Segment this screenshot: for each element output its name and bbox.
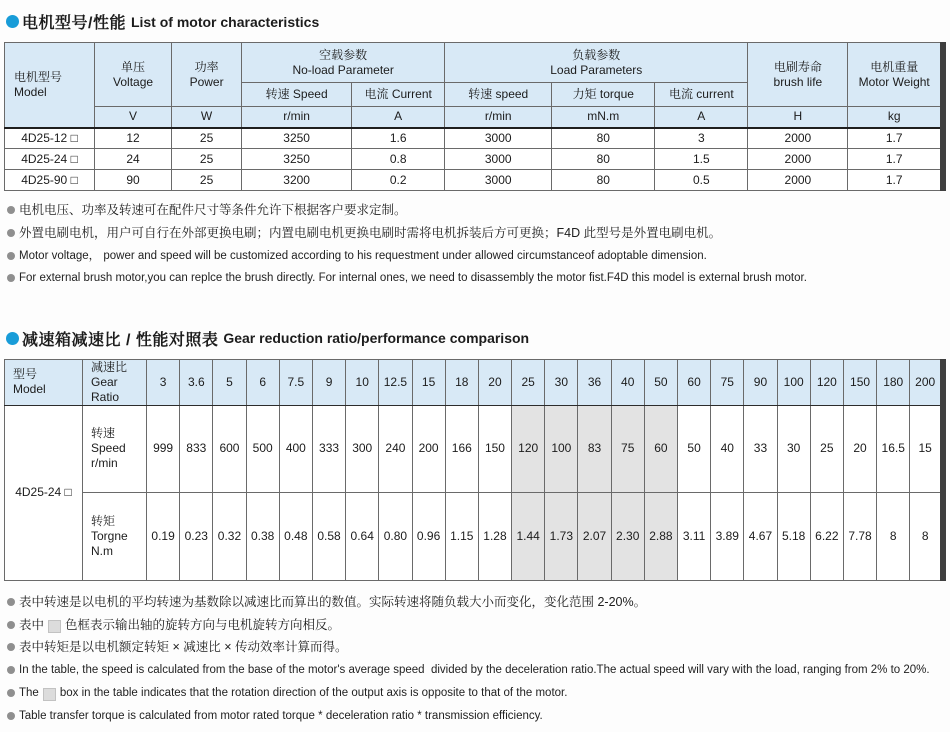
col-header-model2: 型号 Model	[5, 359, 83, 405]
ratio-header-cell: 36	[578, 359, 611, 405]
gray-bullet-icon	[7, 252, 15, 260]
model-cell: 4D25-24 □	[5, 405, 83, 580]
value-cell: 2000	[748, 149, 848, 170]
ratio-header-cell: 9	[312, 359, 345, 405]
ratio-header-cell: 50	[644, 359, 677, 405]
torque-value-cell: 0.80	[379, 492, 412, 580]
value-cell: 90	[95, 170, 172, 191]
torque-value-cell: 0.23	[180, 492, 213, 580]
gray-bullet-icon	[7, 206, 15, 214]
note-line: For external brush motor,you can replce the brush directly. For internal ones, we need to disassembly the motor fist.F4D this model is external brush motor.	[7, 272, 948, 285]
ratio-header-cell: 180	[877, 359, 910, 405]
col-header-motor-weight: 电机重量 Motor Weight	[848, 43, 943, 107]
col-header-load-speed: 转速 speed	[445, 83, 552, 107]
col-header-load-current: 电流 current	[655, 83, 748, 107]
note-line: 电机电压、功率及转速可在配件尺寸等条件允许下根据客户要求定制。	[7, 204, 948, 218]
speed-value-cell: 500	[246, 405, 279, 492]
torque-value-cell: 0.19	[147, 492, 180, 580]
speed-value-cell-reversed: 83	[578, 405, 611, 492]
gray-bullet-icon	[7, 689, 15, 697]
speed-value-cell-reversed: 100	[545, 405, 578, 492]
note-line: Table transfer torque is calculated from motor rated torque * deceleration ratio * transmission efficiency.	[7, 710, 948, 723]
ratio-header-cell: 10	[346, 359, 379, 405]
torque-value-cell: 3.89	[711, 492, 744, 580]
torque-value-cell: 8	[877, 492, 910, 580]
ratio-header-cell: 3.6	[180, 359, 213, 405]
unit-cell: r/min	[242, 107, 352, 128]
table-row-4d25-24	[5, 149, 944, 170]
value-cell: 1.6	[352, 128, 445, 149]
value-cell: 3200	[242, 170, 352, 191]
speed-row	[5, 405, 944, 492]
section2-title	[6, 327, 948, 350]
torque-value-cell: 8	[910, 492, 943, 580]
speed-value-cell: 50	[678, 405, 711, 492]
gray-bullet-icon	[7, 666, 15, 674]
value-cell: 0.5	[655, 170, 748, 191]
torque-value-cell: 7.78	[843, 492, 876, 580]
section1-title-en: List of motor characteristics	[130, 13, 320, 30]
unit-cell: mN.m	[552, 107, 655, 128]
gray-bullet-icon	[7, 598, 15, 606]
value-cell: 3250	[242, 128, 352, 149]
table-row-4d25-90	[5, 170, 944, 191]
speed-value-cell: 833	[180, 405, 213, 492]
value-cell: 12	[95, 128, 172, 149]
value-cell: 1.5	[655, 149, 748, 170]
note-line: The box in the table indicates that the rotation direction of the output axis is opposite to that of the motor.	[7, 687, 948, 700]
value-cell: 2000	[748, 128, 848, 149]
torque-value-cell-reversed: 1.44	[512, 492, 545, 580]
speed-value-cell: 300	[346, 405, 379, 492]
speed-label-cell: 转速 Speed r/min	[83, 405, 147, 492]
value-cell: 3	[655, 128, 748, 149]
torque-row	[5, 492, 944, 580]
ratio-header-cell: 150	[843, 359, 876, 405]
model-cell: 4D25-12 □	[5, 128, 95, 149]
note-line: 表中转速是以电机的平均转速为基数除以减速比而算出的数值。实际转速将随负载大小而变化，变化范围 2-20%。	[7, 596, 948, 610]
ratio-header-cell: 3	[147, 359, 180, 405]
model-cell: 4D25-90 □	[5, 170, 95, 191]
unit-cell: W	[172, 107, 242, 128]
speed-value-cell: 15	[910, 405, 943, 492]
speed-value-cell: 240	[379, 405, 412, 492]
motor-characteristics-table	[4, 42, 946, 191]
note-line: 表中 色框表示输出轴的旋转方向与电机旋转方向相反。	[7, 619, 948, 633]
torque-value-cell-reversed: 2.30	[611, 492, 644, 580]
note-line: In the table, the speed is calculated from the base of the motor's average speed divided by the deceleration ratio.The actual speed will vary with the load, ranging from 2% to 20%.	[7, 664, 948, 677]
torque-value-cell: 0.38	[246, 492, 279, 580]
torque-value-cell-reversed: 2.88	[644, 492, 677, 580]
col-header-voltage: 单压 Voltage	[95, 43, 172, 107]
value-cell: 25	[172, 149, 242, 170]
col-group-noload: 空载参数 No-load Parameter	[242, 43, 445, 83]
gray-bullet-icon	[7, 712, 15, 720]
speed-value-cell: 600	[213, 405, 246, 492]
torque-value-cell: 1.15	[445, 492, 478, 580]
speed-value-cell: 150	[478, 405, 511, 492]
speed-value-cell: 25	[810, 405, 843, 492]
col-header-brush-life: 电刷寿命 brush life	[748, 43, 848, 107]
torque-label-cell: 转矩 Torgne N.m	[83, 492, 147, 580]
speed-value-cell-reversed: 120	[512, 405, 545, 492]
col-header-gear-ratio: 减速比 Gear Ratio	[83, 359, 147, 405]
speed-value-cell: 33	[744, 405, 777, 492]
section2-notes	[7, 596, 948, 723]
ratio-header-cell: 5	[213, 359, 246, 405]
note-line: 表中转矩是以电机额定转矩 × 减速比 × 传动效率计算而得。	[7, 641, 948, 655]
col-group-load: 负载参数 Load Parameters	[445, 43, 748, 83]
col-header-noload-current: 电流 Current	[352, 83, 445, 107]
value-cell: 2000	[748, 170, 848, 191]
torque-value-cell: 5.18	[777, 492, 810, 580]
ratio-header-cell: 15	[412, 359, 445, 405]
ratio-header-cell: 75	[711, 359, 744, 405]
speed-value-cell: 200	[412, 405, 445, 492]
speed-value-cell: 16.5	[877, 405, 910, 492]
value-cell: 3000	[445, 170, 552, 191]
note-line: Motor voltage， power and speed will be customized according to his requestment under allowed circumstanceof adoptable dimension.	[7, 250, 948, 263]
value-cell: 0.2	[352, 170, 445, 191]
value-cell: 1.7	[848, 149, 943, 170]
ratio-header-cell: 6	[246, 359, 279, 405]
section2-title-zh: 减速箱减速比 / 性能对照表	[22, 331, 219, 349]
ratio-header-cell: 30	[545, 359, 578, 405]
torque-value-cell: 4.67	[744, 492, 777, 580]
unit-cell: V	[95, 107, 172, 128]
ratio-header-cell: 60	[678, 359, 711, 405]
speed-value-cell: 20	[843, 405, 876, 492]
value-cell: 3250	[242, 149, 352, 170]
section1-title	[6, 10, 948, 33]
gray-bullet-icon	[7, 643, 15, 651]
value-cell: 25	[172, 128, 242, 149]
unit-cell: A	[352, 107, 445, 128]
speed-value-cell: 166	[445, 405, 478, 492]
value-cell: 3000	[445, 149, 552, 170]
torque-value-cell: 6.22	[810, 492, 843, 580]
speed-value-cell: 400	[279, 405, 312, 492]
gear-ratio-table	[4, 359, 946, 581]
col-header-load-torque: 力矩 torque	[552, 83, 655, 107]
torque-value-cell-reversed: 2.07	[578, 492, 611, 580]
table-row-4d25-12	[5, 128, 944, 149]
value-cell: 25	[172, 170, 242, 191]
col-header-power: 功率 Power	[172, 43, 242, 107]
speed-value-cell-reversed: 60	[644, 405, 677, 492]
value-cell: 1.7	[848, 128, 943, 149]
gear-ratio-header-row	[5, 359, 944, 405]
col-header-model	[5, 43, 95, 128]
unit-cell: H	[748, 107, 848, 128]
torque-value-cell: 1.28	[478, 492, 511, 580]
speed-value-cell: 40	[711, 405, 744, 492]
torque-value-cell: 0.96	[412, 492, 445, 580]
torque-value-cell: 0.48	[279, 492, 312, 580]
note-line: 外置电刷电机，用户可自行在外部更换电刷；内置电刷电机更换电刷时需将电机拆装后方可更换；F4D 此型号是外置电刷电机。	[7, 227, 948, 241]
unit-cell: kg	[848, 107, 943, 128]
value-cell: 80	[552, 128, 655, 149]
torque-value-cell: 0.32	[213, 492, 246, 580]
model-header-en: Model	[14, 84, 47, 99]
torque-value-cell-reversed: 1.73	[545, 492, 578, 580]
speed-value-cell: 333	[312, 405, 345, 492]
value-cell: 80	[552, 149, 655, 170]
ratio-header-cell: 90	[744, 359, 777, 405]
ratio-header-cell: 7.5	[279, 359, 312, 405]
speed-value-cell: 30	[777, 405, 810, 492]
section1-title-zh: 电机型号/性能	[22, 15, 126, 32]
gray-box-swatch-icon	[48, 620, 61, 633]
ratio-header-cell: 200	[910, 359, 943, 405]
torque-value-cell: 0.64	[346, 492, 379, 580]
col-header-noload-speed: 转速 Speed	[242, 83, 352, 107]
header-row-groups	[5, 43, 944, 83]
section1-notes	[7, 204, 948, 285]
value-cell: 0.8	[352, 149, 445, 170]
unit-cell: A	[655, 107, 748, 128]
header-row-units	[5, 107, 944, 128]
ratio-header-cell: 120	[810, 359, 843, 405]
torque-value-cell: 3.11	[678, 492, 711, 580]
ratio-header-cell: 100	[777, 359, 810, 405]
gray-bullet-icon	[7, 621, 15, 629]
ratio-header-cell: 40	[611, 359, 644, 405]
value-cell: 80	[552, 170, 655, 191]
value-cell: 1.7	[848, 170, 943, 191]
torque-value-cell: 0.58	[312, 492, 345, 580]
blue-bullet-icon	[6, 15, 19, 28]
ratio-header-cell: 20	[478, 359, 511, 405]
ratio-header-cell: 25	[512, 359, 545, 405]
ratio-header-cell: 12.5	[379, 359, 412, 405]
value-cell: 24	[95, 149, 172, 170]
section2-title-en: Gear reduction ratio/performance comparison	[223, 330, 530, 347]
gray-bullet-icon	[7, 274, 15, 282]
speed-value-cell-reversed: 75	[611, 405, 644, 492]
blue-bullet-icon	[6, 332, 19, 345]
model-cell: 4D25-24 □	[5, 149, 95, 170]
value-cell: 3000	[445, 128, 552, 149]
model-header-zh: 电机型号	[14, 69, 63, 84]
gray-bullet-icon	[7, 229, 15, 237]
unit-cell: r/min	[445, 107, 552, 128]
ratio-header-cell: 18	[445, 359, 478, 405]
speed-value-cell: 999	[147, 405, 180, 492]
gray-box-swatch-icon	[43, 688, 56, 701]
